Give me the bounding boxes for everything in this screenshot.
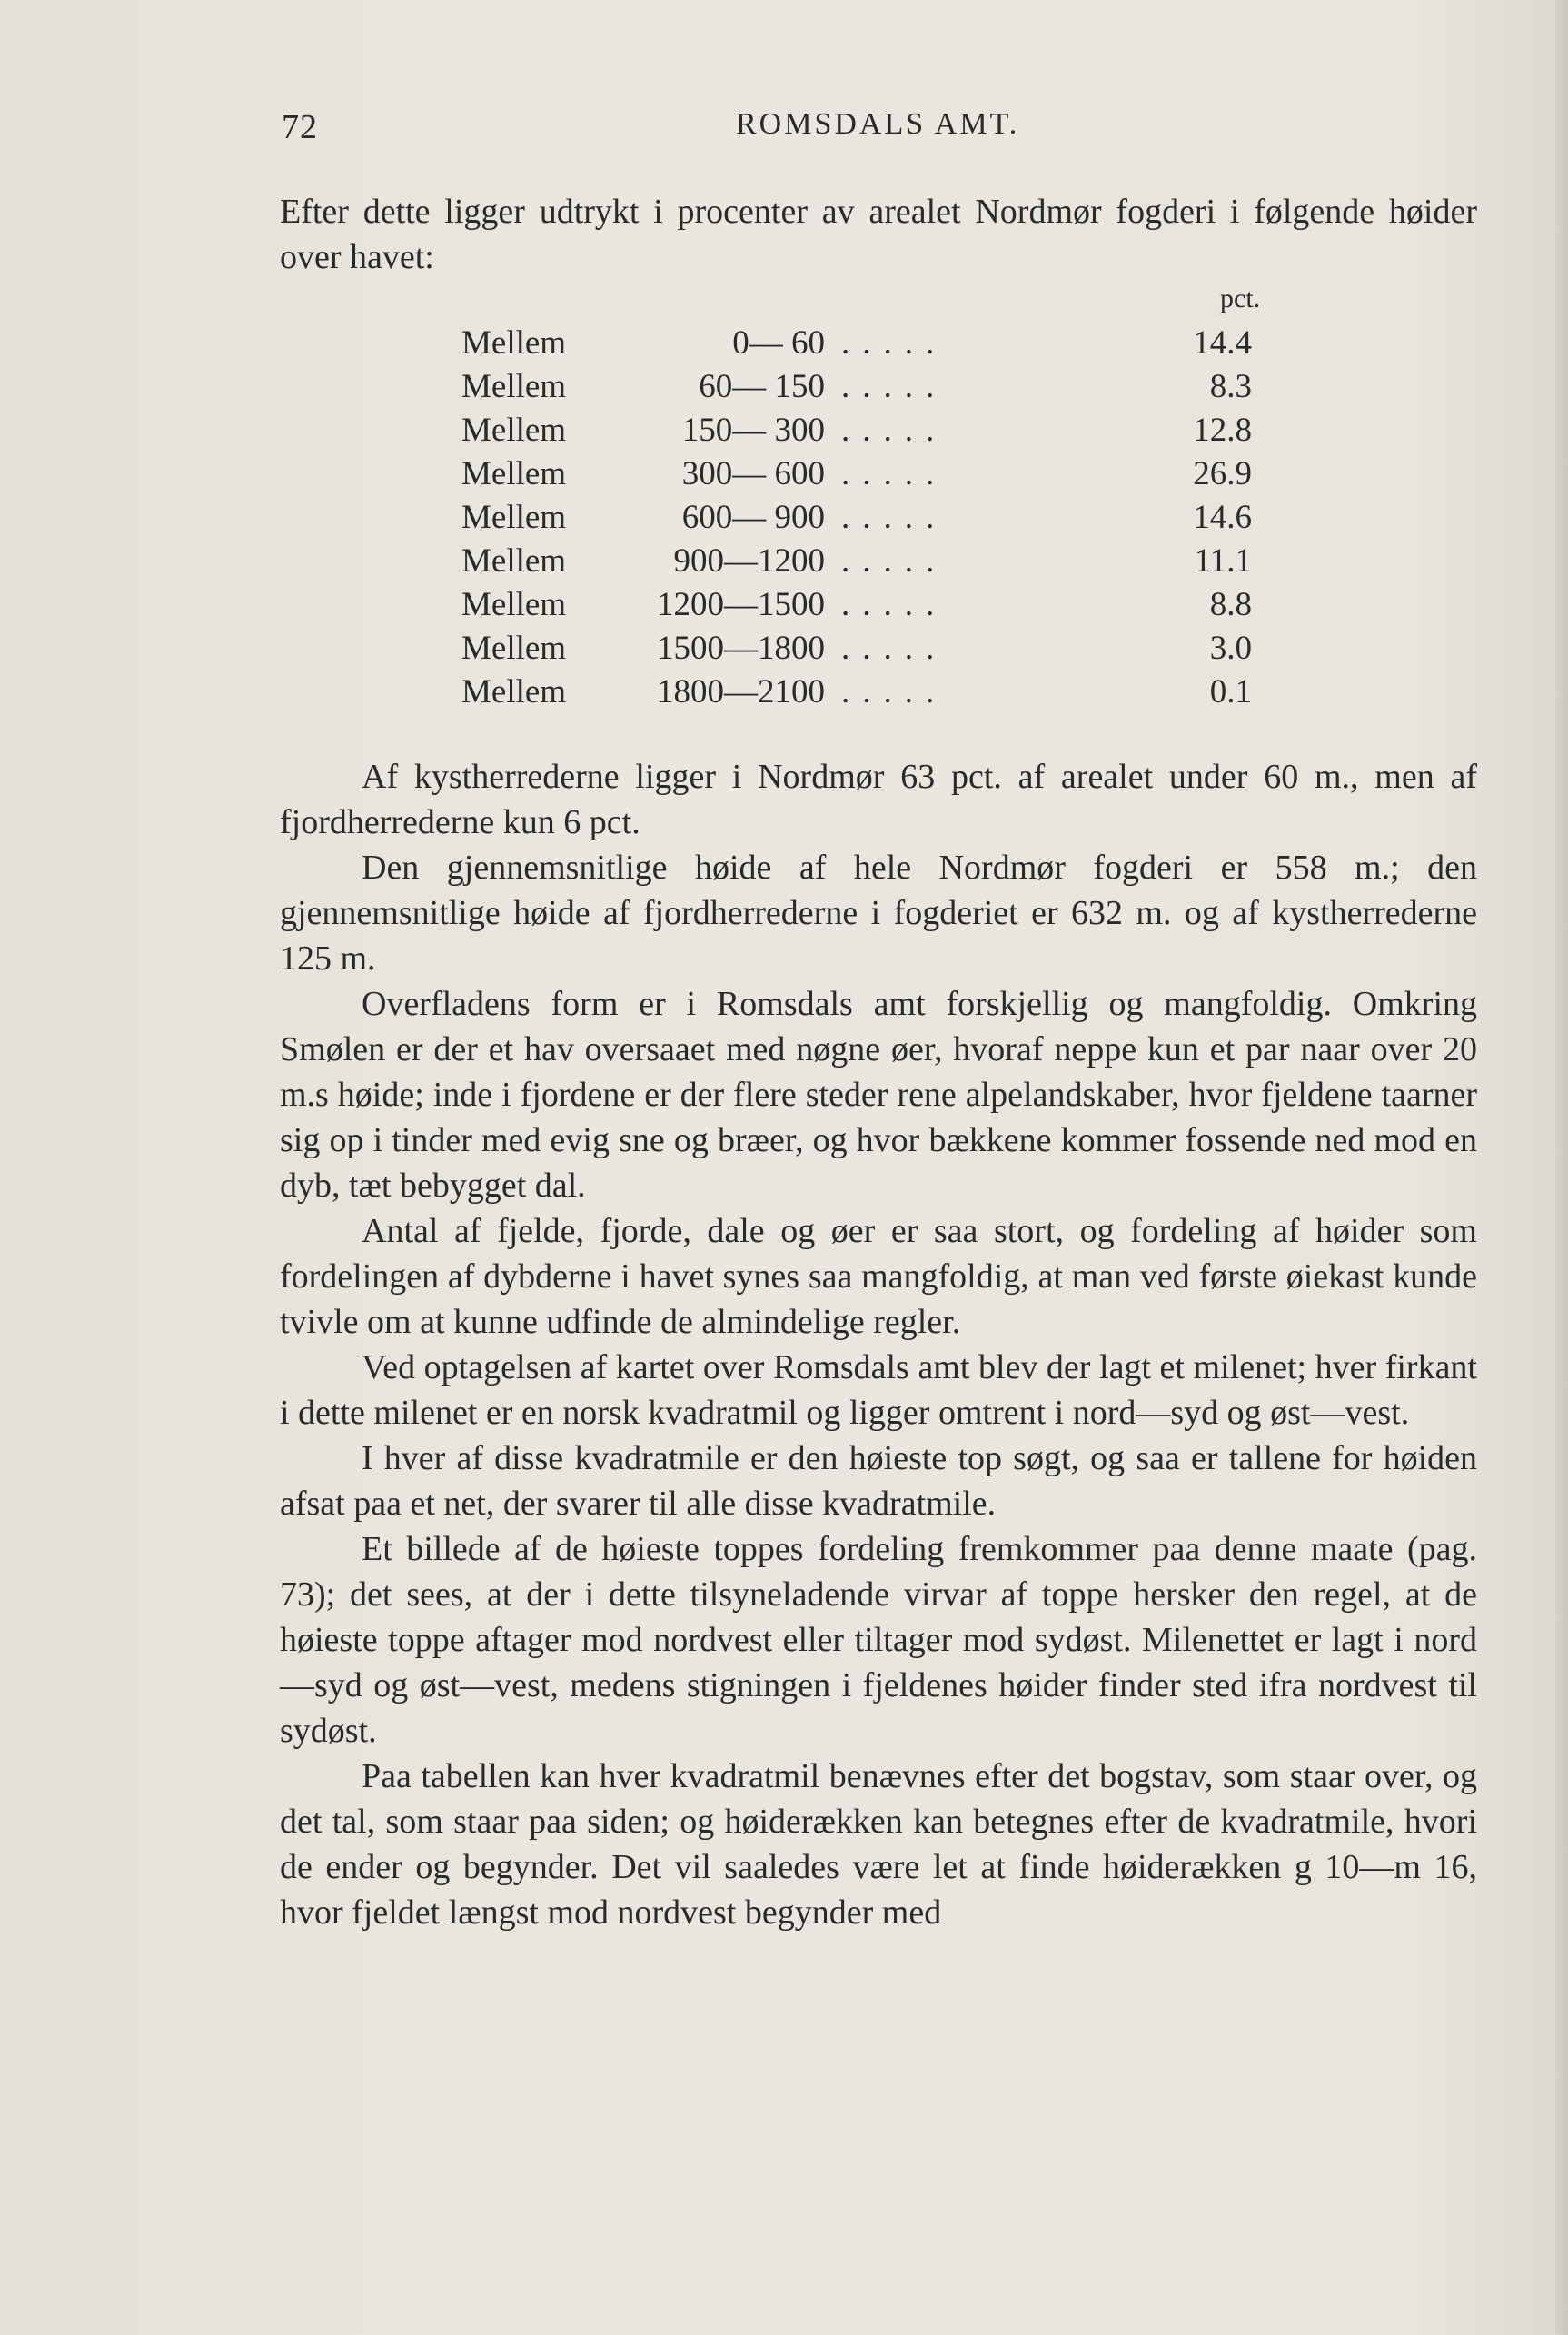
- table-row: [280, 454, 1279, 498]
- table-row: [280, 542, 1279, 585]
- row-range: 900—1200: [673, 542, 825, 580]
- row-value: 14.6: [1193, 499, 1252, 536]
- row-value: 0.1: [1209, 673, 1252, 710]
- table-row: [280, 323, 1279, 367]
- row-value: 8.3: [1209, 368, 1252, 405]
- table-row: [280, 672, 1279, 716]
- row-range: 0— 60: [732, 324, 825, 362]
- row-range: 60— 150: [699, 368, 825, 405]
- row-value: 11.1: [1194, 542, 1252, 580]
- paragraph: Antal af fjelde, fjorde, dale og øer er saa stort, og fordeling af høider som fordelingen af dybderne i havet synes saa mangfoldig, at man ved første øiekast kunde tvivle om at kunne udfinde de almindelige regler.: [280, 1212, 1477, 1341]
- paragraph: Et billede af de høieste toppes fordeling fremkommer paa denne maate (pag. 73); det sees, at der i dette tilsyneladende virvar af toppe hersker den regel, at de høieste toppe aftager mod nordvest eller tiltager mod sydøst. Milenettet er lagt i nord—syd og øst—vest, medens stigningen i fjeldenes høider finder sted ifra nordvest til sydøst.: [280, 1530, 1477, 1750]
- paragraph: Ved optagelsen af kartet over Romsdals amt blev der lagt et milenet; hver firkant i dette milenet er en norsk kvadratmil og ligger omtrent i nord—syd og øst—vest.: [280, 1348, 1477, 1432]
- row-value: 8.8: [1209, 586, 1252, 623]
- row-label: Mellem: [461, 673, 567, 710]
- row-range: 600— 900: [681, 499, 825, 536]
- row-value: 14.4: [1193, 324, 1252, 362]
- row-range: 1500—1800: [657, 630, 825, 667]
- paragraph: Overfladens form er i Romsdals amt forskjellig og mangfoldig. Omkring Smølen er der et hav oversaaet med nøgne øer, hvoraf neppe kun et par naar over 20 m.s høide; inde i fjordene er der flere steder rene alpelandskaber, hvor fjeldene taarner sig op i tinder med evig sne og bræer, og hvor bækkene kommer fossende ned mod en dyb, tæt bebygget dal.: [280, 985, 1477, 1205]
- table-row: [280, 498, 1279, 542]
- table-row: [280, 629, 1279, 672]
- paragraph: Af kystherrederne ligger i Nordmør 63 pct. af arealet under 60 m., men af fjordherrederne kun 6 pct.: [280, 758, 1477, 841]
- table-row: [280, 411, 1279, 454]
- row-range: 1800—2100: [657, 673, 825, 710]
- row-label: Mellem: [461, 412, 567, 449]
- intro-paragraph: Efter dette ligger udtrykt i procenter av arealet Nordmør fogderi i følgende høider over havet:: [280, 193, 1477, 276]
- row-label: Mellem: [461, 586, 567, 623]
- row-label: Mellem: [461, 368, 567, 405]
- row-value: 3.0: [1209, 630, 1252, 667]
- page-number: 72: [282, 108, 318, 146]
- leader-dots: .....: [841, 324, 948, 362]
- leader-dots: .....: [841, 630, 948, 667]
- body-text: [280, 754, 1477, 1935]
- row-label: Mellem: [461, 542, 567, 580]
- row-range: 1200—1500: [657, 586, 825, 623]
- paragraph: Den gjennemsnitlige høide af hele Nordmør fogderi er 558 m.; den gjennemsnitlige høide af fjordherrederne i fogderiet er 632 m. og af kystherrederne 125 m.: [280, 849, 1477, 978]
- row-range: 300— 600: [681, 455, 825, 492]
- leader-dots: .....: [841, 499, 948, 536]
- leader-dots: .....: [841, 542, 948, 580]
- running-head: ROMSDALS AMT.: [736, 107, 1020, 141]
- page-header: [282, 107, 1468, 153]
- row-value: 26.9: [1193, 455, 1252, 492]
- row-label: Mellem: [461, 324, 567, 362]
- paragraph: I hver af disse kvadratmile er den høieste top søgt, og saa er tallene for høiden afsat paa et net, der svarer til alle disse kvadratmile.: [280, 1439, 1477, 1523]
- leader-dots: .....: [841, 673, 948, 710]
- table-row: [280, 367, 1279, 411]
- leader-dots: .....: [841, 586, 948, 623]
- leader-dots: .....: [841, 368, 948, 405]
- table-row: [280, 585, 1279, 629]
- row-value: 12.8: [1193, 412, 1252, 449]
- page-edge: [1555, 0, 1568, 2335]
- unit-header: pct.: [1220, 283, 1261, 313]
- row-label: Mellem: [461, 499, 567, 536]
- row-label: Mellem: [461, 630, 567, 667]
- paragraph: Paa tabellen kan hver kvadratmil benævnes efter det bogstav, som staar over, og det tal, som staar paa siden; og høiderækken kan betegnes efter de kvadratmile, hvori de ender og begynder. Det vil saaledes være let at finde høiderækken g 10—m 16, hvor fjeldet længst mod nordvest begynder med: [280, 1757, 1477, 1932]
- leader-dots: .....: [841, 455, 948, 492]
- row-label: Mellem: [461, 455, 567, 492]
- row-range: 150— 300: [681, 412, 825, 449]
- leader-dots: .....: [841, 412, 948, 449]
